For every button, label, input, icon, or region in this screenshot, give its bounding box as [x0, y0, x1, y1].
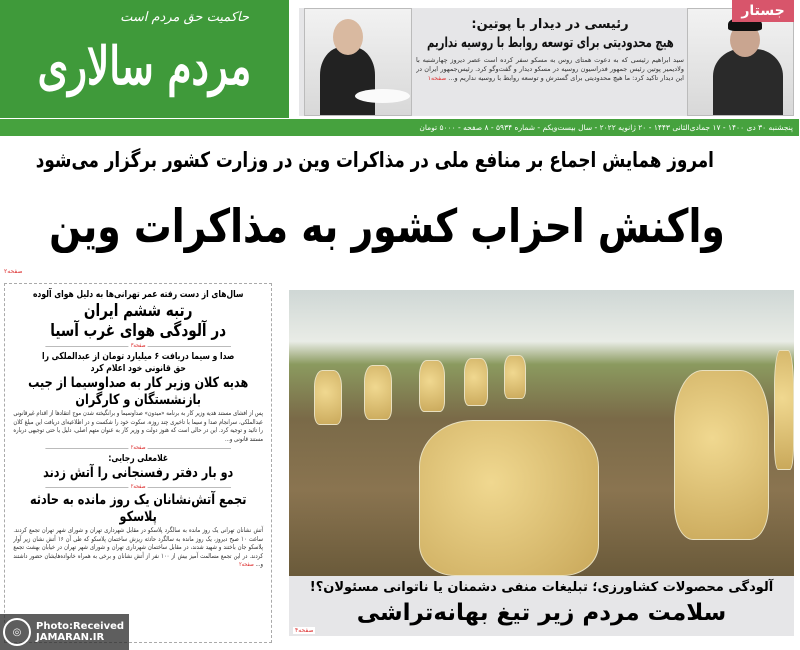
story3-headline[interactable]: دو بار دفتر رفسنجانی را آتش زدند: [44, 465, 235, 481]
story2-kicker-2: حق قانونی خود اعلام کرد: [91, 363, 187, 374]
masthead-slogan: حاکمیت حق مردم است: [121, 10, 250, 25]
page-ref[interactable]: صفحه۲: [5, 268, 24, 275]
jamaran-logo-icon: ◎: [4, 618, 32, 646]
page-ref[interactable]: صفحه۱: [428, 75, 448, 82]
lead-headline[interactable]: واکنش احزاب کشور به مذاکرات وین: [50, 199, 726, 253]
left-column: [5, 283, 273, 643]
watermark: [0, 614, 130, 650]
story2-headline-2[interactable]: بازنشستگان و کارگران: [76, 392, 202, 408]
story2-headline-1[interactable]: هدیه کلان وزیر کار به صداوسیما از جیب: [29, 375, 250, 391]
masthead-logo: [0, 0, 290, 118]
photo-story-headline[interactable]: سلامت مردم زیر تیغ بهانه‌تراشی: [357, 600, 728, 626]
lead-kicker: امروز همایش اجماع بر منافع ملی در مذاکرات وین در وزارت کشور برگزار می‌شود: [37, 148, 716, 172]
top-story-text-block: [417, 16, 685, 114]
story4-headline[interactable]: تجمع آتش‌نشانان یک روز مانده به حادثه پلاسکو: [30, 492, 248, 525]
top-story-headline[interactable]: هیچ محدودیتی برای توسعه روابط با روسیه نداریم: [427, 35, 675, 51]
putin-photo: [305, 8, 413, 116]
page-ref[interactable]: صفحه۳: [129, 342, 149, 350]
watermark-line1: Photo:Received: [37, 621, 126, 632]
page-ref[interactable]: صفحه۲: [129, 444, 149, 452]
masthead-name: مردم سالاری: [38, 36, 252, 97]
date-bar: پنجشنبه ۳۰ دی ۱۴۰۰ - ۱۷ جمادی‌الثانی ۱۴۴۳ - ۲۰ ژانویه ۲۰۲۲ - سال بیست‌ویکم - شماره ۵۹۳۴ - ۸ صفحه - ۵۰۰۰ تومان: [0, 119, 800, 136]
potato-field-photo: [290, 290, 795, 576]
story2-body: پس از افشای مستند هدیه وزیر کار به برنامه «میدون» صداوسیما و برانگیخته شدن موج انتقادها از اقدام غیرقانونی عبدالملکی، سرانجام صدا و سیما با تاخیری چند روزه، سکوت خود را شکست و در اطلاعیه‌ای دریافت این مبلغ کلان را تائید و توجیه کرد. این در حالی است که هنوز دولت و وزیر کار به عنوان متهم اصلی، دلیل یا حتی توجیهی درباره مستند قانونی و...: [14, 409, 264, 443]
section-tag: جستار: [733, 0, 795, 22]
raisi-photo: [688, 8, 795, 116]
story4-body: آتش نشانان تهرانی یک روز مانده به سالگرد پلاسکو در مقابل شهرداری تهران و شورای شهر تهران تجمع کردند. ساعت ۱۰ صبح دیروز، یک روز مانده به سالگرد حادثه ریزش ساختمان پلاسکو که طی آن ۱۶ آتش نشان زیر آوار پلاسکو جان باختند و شهید شدند، در مقابل ساختمان شهرداری تهران و شورای شهر تهران در خیابان بهشت تجمع کردند. در این تجمع مسالمت آمیز بیش از ۱۰۰ نفر از آتش نشانان و برخی به همراه خانواده‌هایشان حضور داشتند و...: [14, 526, 264, 568]
top-story-kicker: رئیسی در دیدار با پوتین:: [472, 17, 630, 32]
watermark-line2: JAMARAN.IR: [37, 632, 106, 643]
story1-kicker: سال‌های از دست رفته عمر تهرانی‌ها به دلیل هوای آلوده: [33, 289, 245, 300]
top-story-text: سید ابراهیم رئیسی که به دعوت همتای روس به مسکو سفر کرده است عصر دیروز چهارشنبه با ولادیمیر پوتین رئیس جمهور فدراسیون روسیه در مسکو دیدار و گفت‌وگو کرد. رئیس‌جمهور ایران در این دیدار تاکید کرد: ما هیچ محدودیتی برای گسترش و توسعه روابط با روسیه نداریم و...: [417, 56, 685, 82]
story1-headline-1[interactable]: رتبه ششم ایران: [84, 301, 194, 321]
page-ref[interactable]: صفحه۲: [240, 561, 255, 568]
photo-story-kicker: آلودگی محصولات کشاورزی؛ تبلیغات منفی دشمنان یا ناتوانی مسئولان؟!: [310, 580, 775, 595]
page-ref[interactable]: صفحه۲: [129, 483, 149, 491]
story3-kicker: غلامعلی رجایی:: [109, 453, 170, 464]
photo-caption: [290, 576, 795, 636]
story2-kicker-1: صدا و سیما دریافت ۶ میلیارد تومان از عبدالملکی را: [43, 351, 236, 362]
top-story-body: [417, 56, 685, 83]
page-ref[interactable]: صفحه۴: [296, 627, 315, 634]
story1-headline-2[interactable]: در آلودگی هوای غرب آسیا: [51, 321, 228, 341]
